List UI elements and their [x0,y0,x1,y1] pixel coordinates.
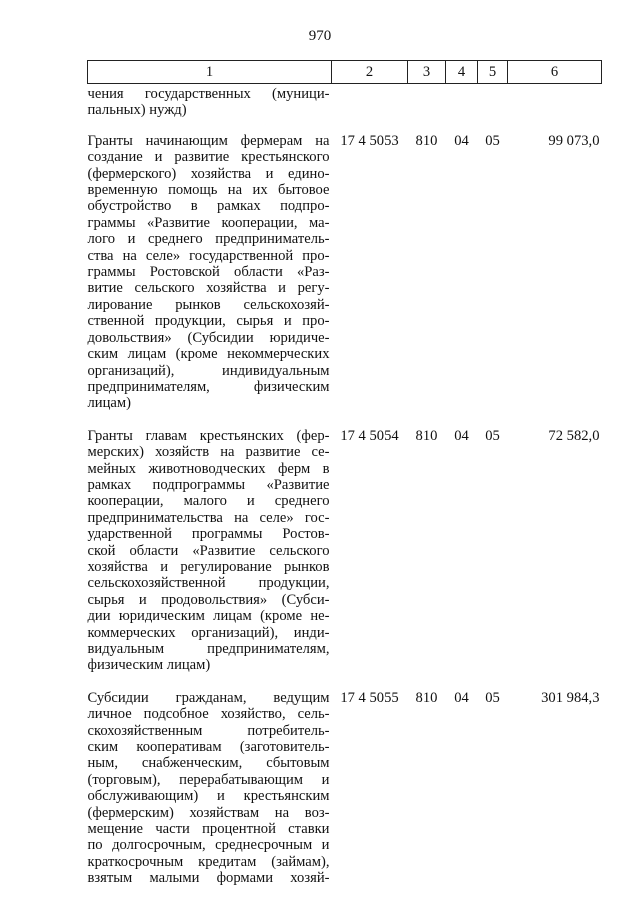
row-description: Гранты главам крестьянских (фер- мерских) хозяйств на развитие се- мейных животноводческих ферм в рамках подпрограммы «Развитие кооперации, малого и среднего предпринимательства на селе» гос- ударственной программы Ростов- ской области «Развитие сельского хозяйства и регулирование рынков сельскохозяйственной продукции, сырья и продовольствия» (Субси- дии юридическим лицам (кроме не- коммерческих организаций), инди- видуальным предпринимателям, физическим лицам) [87,427,330,674]
column-header-1: 1 [88,61,332,84]
continuation-text: чения государственных (муници- пальных) нужд) [87,86,330,119]
row-code: 17 4 5053 [340,132,399,149]
table-row [88,690,602,903]
column-header-4: 4 [446,61,478,84]
table-row [88,428,602,690]
table-row [88,133,602,428]
table-header-row [88,61,602,84]
row-code: 17 4 5055 [340,689,399,706]
column-header-2: 2 [332,61,408,84]
row-amount: 99 073,0 [548,132,600,149]
row-col4: 04 [454,689,469,706]
row-amount: 72 582,0 [548,427,600,444]
row-col5: 05 [485,689,500,706]
row-col4: 04 [454,427,469,444]
column-header-3: 3 [408,61,446,84]
column-header-6: 6 [508,61,602,84]
row-description: Гранты начинающим фермерам на создание и развитие крестьянского (фермерского) хозяйства и едино- временную помощь на их бытовое обустройство в рамках подпро- граммы «Развитие кооперации, ма- лого и среднего предприниматель- ства на селе» государственной про- граммы Ростовской области «Раз- витие сельского хозяйства и регу- лирование рынков сельскохозяй- ственной продукции, сырья и про- довольствия» (Субсидии юридиче- ским лицам (кроме некоммерческих организаций), индивидуальным предпринимателям, физическим лицам) [87,132,330,412]
row-col5: 05 [485,427,500,444]
row-code: 17 4 5054 [340,427,399,444]
row-col3: 810 [415,427,438,444]
column-header-5: 5 [478,61,508,84]
budget-table [87,60,602,903]
page-number: 970 [308,28,332,44]
row-col4: 04 [454,132,469,149]
continuation-row [88,84,602,133]
row-description: Субсидии гражданам, ведущим личное подсобное хозяйство, сель- скохозяйственным потребитель- ским кооперативам (заготовитель- ным, снабженческим, сбытовым (торговым), перерабатывающим и обслуживающим) и крестьянским (фермерским) хозяйствам на воз- мещение части процентной ставки по долгосрочным, среднесрочным и краткосрочным кредитам (займам), взятым малыми формами хозяй- [87,689,330,887]
row-amount: 301 984,3 [541,689,600,706]
row-col3: 810 [415,689,438,706]
row-col5: 05 [485,132,500,149]
row-col3: 810 [415,132,438,149]
